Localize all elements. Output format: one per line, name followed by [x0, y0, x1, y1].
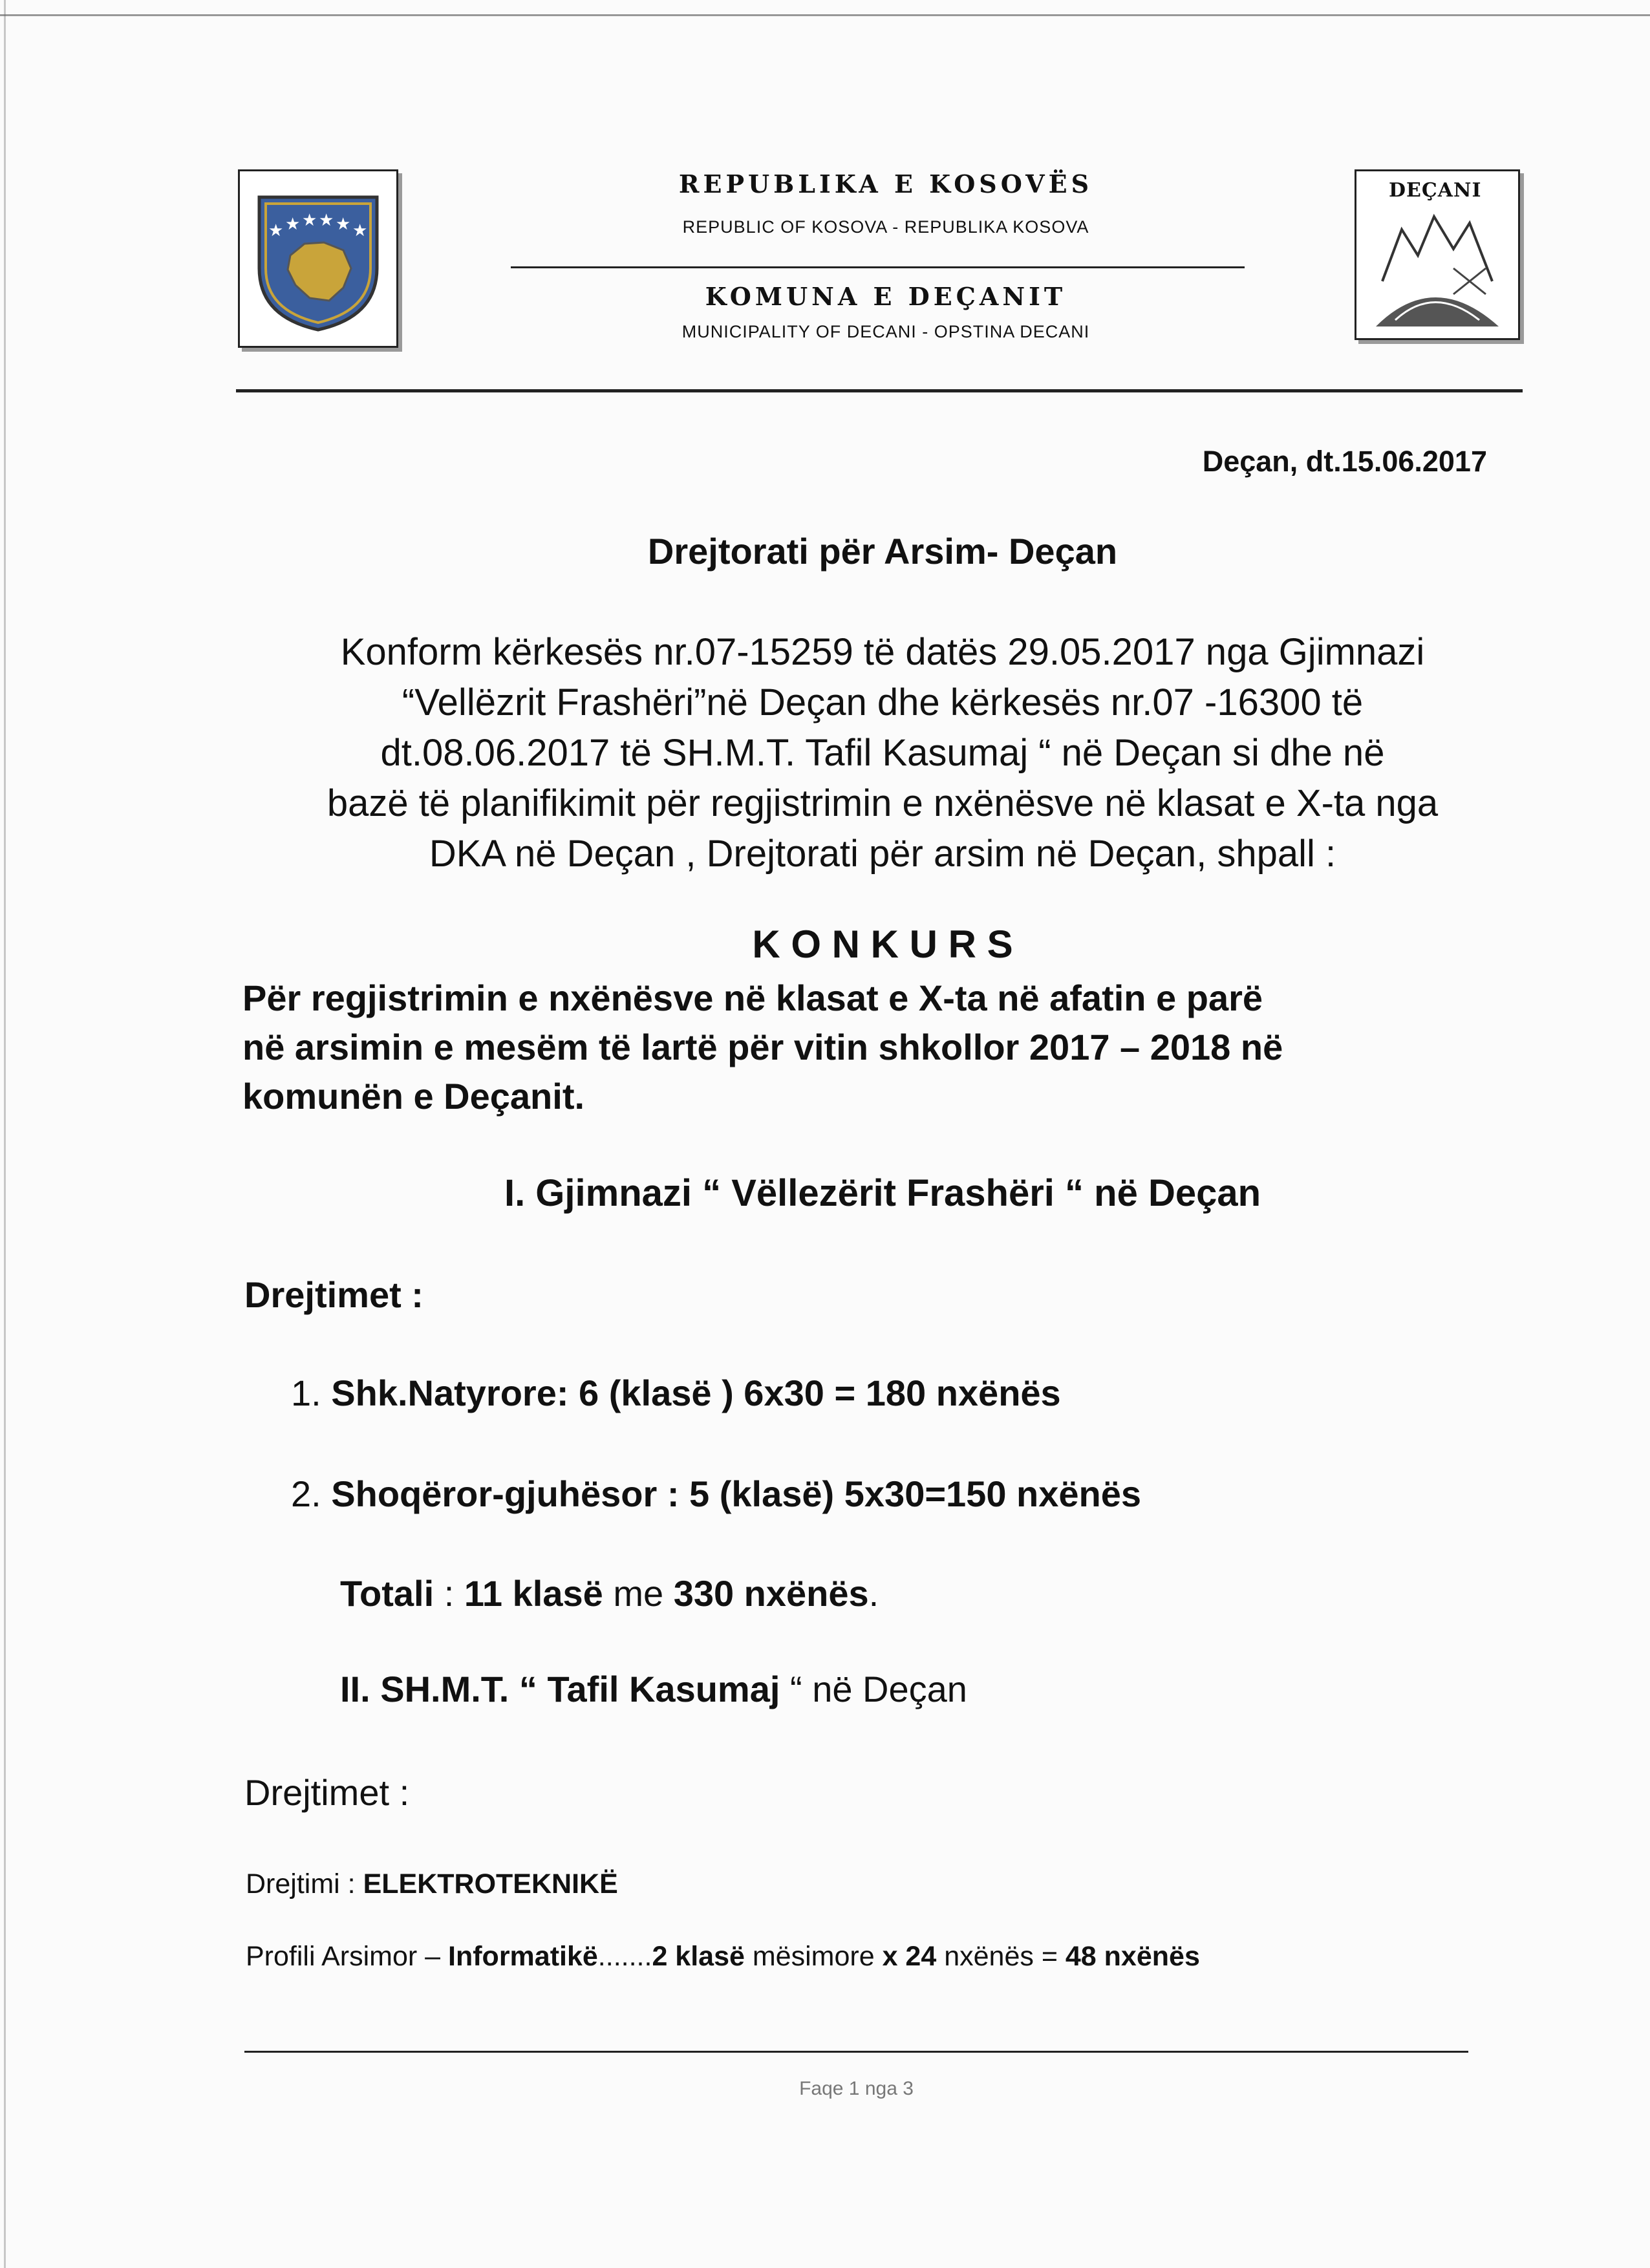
date-line: Deçan, dt.15.06.2017 [1202, 445, 1487, 478]
profili-label: Profili Arsimor – [246, 1941, 449, 1972]
item-text: Shk.Natyrore: 6 (klasë ) 6x30 = 180 nxënës [331, 1373, 1061, 1413]
konkurs-line: komunën e Deçanit. [242, 1076, 585, 1117]
total-students: 330 nxënës [673, 1573, 869, 1614]
drejtimi-value: ELEKTROTEKNIKË [363, 1868, 618, 1899]
total-sep: : [434, 1573, 464, 1614]
page-number: Faqe 1 nga 3 [799, 2078, 914, 2099]
intro-paragraph [239, 627, 1526, 879]
section2-drejtimet-label: Drejtimet : [244, 1772, 410, 1813]
municipality-title: KOMUNA E DEÇANIT [705, 282, 1067, 311]
decani-logo-text: DEÇANI [1389, 179, 1482, 202]
section1-title: I. Gjimnazi “ Vëllezërit Frashëri “ në Deçan [504, 1172, 1261, 1214]
drejtimi-label: Drejtimi : [246, 1868, 363, 1899]
letterhead-rule [236, 389, 1523, 392]
konkurs-line: në arsimin e mesëm të lartë për vitin shkollor 2017 – 2018 në [242, 1027, 1283, 1067]
profili-name: Informatikë [448, 1941, 598, 1972]
profili-total: 48 nxënës [1065, 1941, 1200, 1972]
profili-nxenes: nxënës = [936, 1941, 1066, 1972]
section2-title [340, 1668, 967, 1710]
item-text: Shoqëror-gjuhësor : 5 (klasë) 5x30=150 nxënës [331, 1473, 1142, 1514]
decani-mountain-logo-icon [1356, 171, 1518, 338]
municipality-subtitle: MUNICIPALITY OF DECANI - OPSTINA DECANI [681, 322, 1090, 341]
drejtimi-line [246, 1868, 618, 1900]
svg-text:★: ★ [268, 221, 284, 241]
republic-title: REPUBLIKA E KOSOVËS [678, 169, 1093, 198]
profili-classes: 2 klasë [652, 1941, 745, 1972]
section1-total [340, 1572, 879, 1614]
konkurs-title: K O N K U R S [752, 923, 1013, 966]
kosovo-emblem-frame [238, 169, 398, 348]
profili-line [246, 1941, 1200, 1973]
section2-title-rest: “ në Deçan [780, 1669, 967, 1709]
header-divider [511, 266, 1245, 268]
republic-subtitle: REPUBLIC OF KOSOVA - REPUBLIKA KOSOVA [682, 217, 1089, 237]
item-number: 2. [291, 1473, 321, 1514]
section1-drejtimet-label: Drejtimet : [244, 1274, 423, 1315]
decani-logo-frame [1355, 169, 1520, 340]
konkurs-description [242, 974, 1529, 1121]
profili-mesimore: mësimore [744, 1941, 883, 1972]
svg-text:★: ★ [352, 221, 368, 241]
profili-x: x 24 [882, 1941, 937, 1972]
scan-edge-left [4, 0, 6, 2268]
svg-text:★: ★ [336, 215, 351, 234]
total-me: me [603, 1573, 674, 1614]
directorate-title: Drejtorati për Arsim- Deçan [647, 531, 1118, 572]
total-classes: 11 klasë [464, 1573, 603, 1614]
intro-line: Konform kërkesës nr.07-15259 të datës 29.05.2017 nga Gjimnazi [340, 631, 1425, 673]
intro-line: “Vellëzrit Frashëri”në Deçan dhe kërkesës nr.07 -16300 të [402, 681, 1364, 723]
konkurs-line: Për regjistrimin e nxënësve në klasat e X-ta në afatin e parë [242, 978, 1263, 1018]
svg-text:★: ★ [319, 211, 334, 230]
total-label: Totali [340, 1573, 434, 1614]
section1-item [291, 1372, 1061, 1414]
footer-rule [244, 2051, 1468, 2053]
svg-text:★: ★ [285, 215, 301, 234]
total-end: . [868, 1573, 879, 1614]
section2-title-bold: II. SH.M.T. “ Tafil Kasumaj [340, 1669, 780, 1709]
intro-line: dt.08.06.2017 të SH.M.T. Tafil Kasumaj “ në Deçan si dhe në [380, 732, 1385, 774]
intro-line: DKA në Deçan , Drejtorati për arsim në Deçan, shpall : [429, 833, 1336, 875]
scan-edge-top [0, 14, 1650, 16]
kosovo-coat-of-arms-icon [240, 171, 396, 346]
item-number: 1. [291, 1373, 321, 1413]
intro-line: bazë të planifikimit për regjistrimin e nxënësve në klasat e X-ta nga [327, 782, 1439, 824]
svg-text:★: ★ [302, 211, 317, 230]
profili-dots: ....... [597, 1941, 652, 1972]
section1-item [291, 1473, 1141, 1515]
